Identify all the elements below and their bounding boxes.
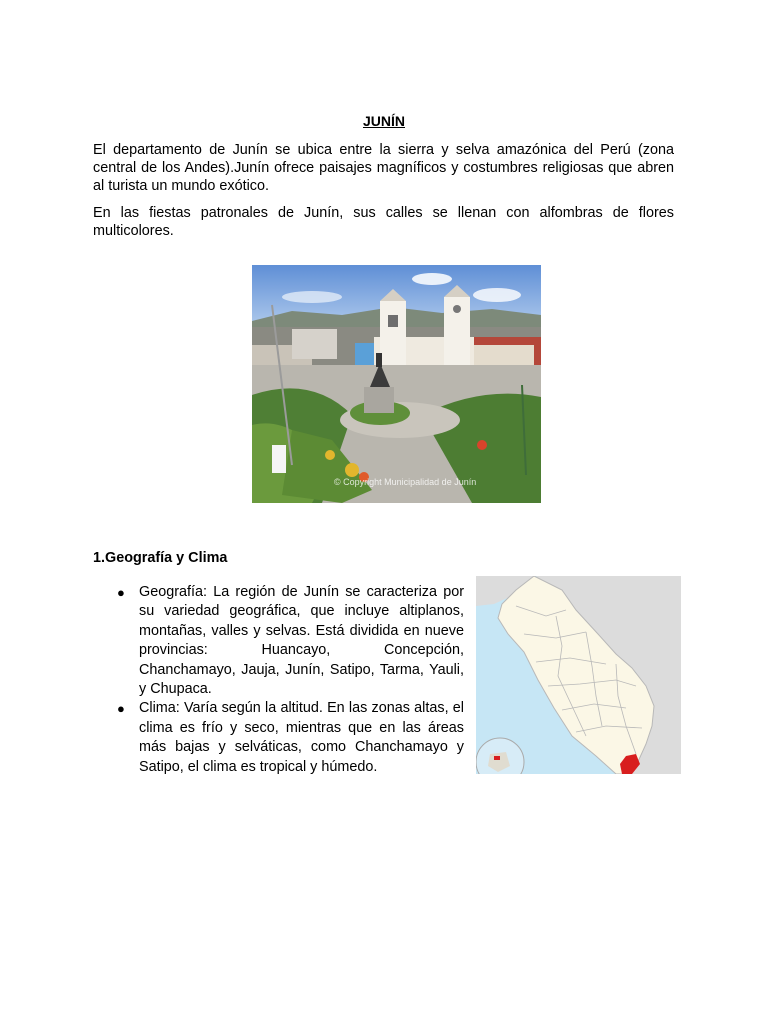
list-item: [115, 583, 464, 699]
list-item: [115, 699, 464, 777]
bullet-list: [115, 583, 464, 777]
bullet-icon: ●: [117, 701, 125, 717]
geography-text: Geografía: La región de Junín se caracteriza por su variedad geográfica, que incluye altiplanos, montañas, valles y selvas. Está dividida en nueve provincias: Huancayo, Concepción, Chanchamayo, Jauja, Junín, Satipo, Tarma, Yauli, y Chupaca.: [139, 584, 464, 698]
bullet-icon: ●: [117, 585, 125, 600]
festival-paragraph: En las fiestas patronales de Junín, sus calles se llenan con alfombras de flores multicolores.: [93, 205, 674, 239]
photo-watermark: © Copyright Municipalidad de Junín: [334, 477, 477, 487]
page-title: JUNÍN: [362, 113, 405, 129]
intro-paragraph: El departamento de Junín se ubica entre la sierra y selva amazónica del Perú (zona central de los Andes).Junín ofrece paisajes magníficos y costumbres religiosas que abren al turista un mundo exótico.: [93, 142, 674, 194]
peru-locator-map: [476, 576, 681, 774]
section-heading: 1.Geografía y Clima: [93, 550, 228, 566]
plaza-photo: [252, 265, 541, 503]
climate-text: Clima: Varía según la altitud. En las zonas altas, el clima es frío y seco, mientras que en las áreas más bajas y selváticas, como Chanchamayo y Satipo, el clima es tropical y húmedo.: [139, 700, 464, 775]
